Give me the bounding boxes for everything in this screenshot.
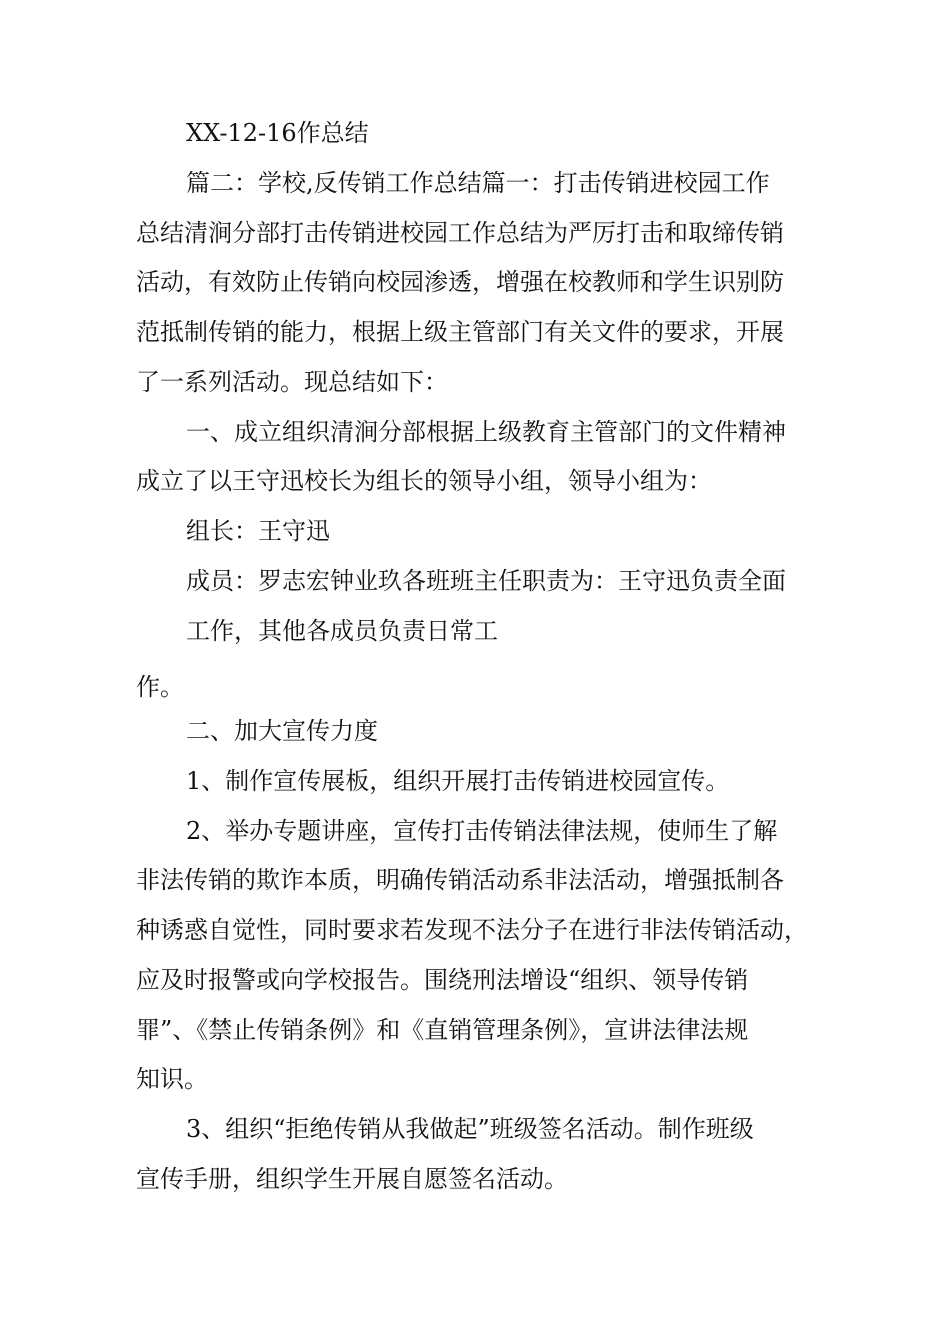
doc-line: 工作，其他各成员负责日常工 <box>186 617 498 645</box>
doc-line: 1、制作宣传展板，组织开展打击传销进校园宣传。 <box>186 767 730 795</box>
doc-line: 成员：罗志宏钟业玖各班班主任职责为：王守迅负责全面 <box>186 567 786 595</box>
doc-line: 应及时报警或向学校报告。围绕刑法增设“组织、领导传销 <box>136 966 749 994</box>
doc-line: 作。 <box>136 673 184 701</box>
doc-line: 2、举办专题讲座，宣传打击传销法律法规，使师生了解 <box>186 817 778 845</box>
doc-line: 了一系列活动。现总结如下： <box>136 368 448 396</box>
doc-line: 3、组织“拒绝传销从我做起”班级签名活动。制作班级 <box>186 1115 754 1143</box>
doc-line: 知识。 <box>136 1065 208 1093</box>
doc-line: 成立了以王守迅校长为组长的领导小组，领导小组为： <box>136 467 712 495</box>
doc-line: 宣传手册，组织学生开展自愿签名活动。 <box>136 1165 568 1193</box>
doc-line: 非法传销的欺诈本质，明确传销活动系非法活动，增强抵制各 <box>136 866 784 894</box>
doc-line: 罪”、《禁止传销条例》和《直销管理条例》，宣讲法律法规 <box>136 1016 749 1044</box>
doc-line: XX-12-16作总结 <box>186 119 369 147</box>
doc-line: 一、成立组织清涧分部根据上级教育主管部门的文件精神 <box>186 418 786 446</box>
doc-line: 范抵制传销的能力，根据上级主管部门有关文件的要求，开展 <box>136 318 784 346</box>
doc-line: 组长：王守迅 <box>186 517 330 545</box>
doc-line: 活动，有效防止传销向校园渗透，增强在校教师和学生识别防 <box>136 268 784 296</box>
doc-line: 总结清涧分部打击传销进校园工作总结为严厉打击和取缔传销 <box>136 219 784 247</box>
doc-line: 种诱惑自觉性，同时要求若发现不法分子在进行非法传销活动， <box>136 916 808 944</box>
doc-line: 二、加大宣传力度 <box>186 717 378 745</box>
doc-line: 篇二：学校,反传销工作总结篇一：打击传销进校园工作 <box>186 169 770 197</box>
